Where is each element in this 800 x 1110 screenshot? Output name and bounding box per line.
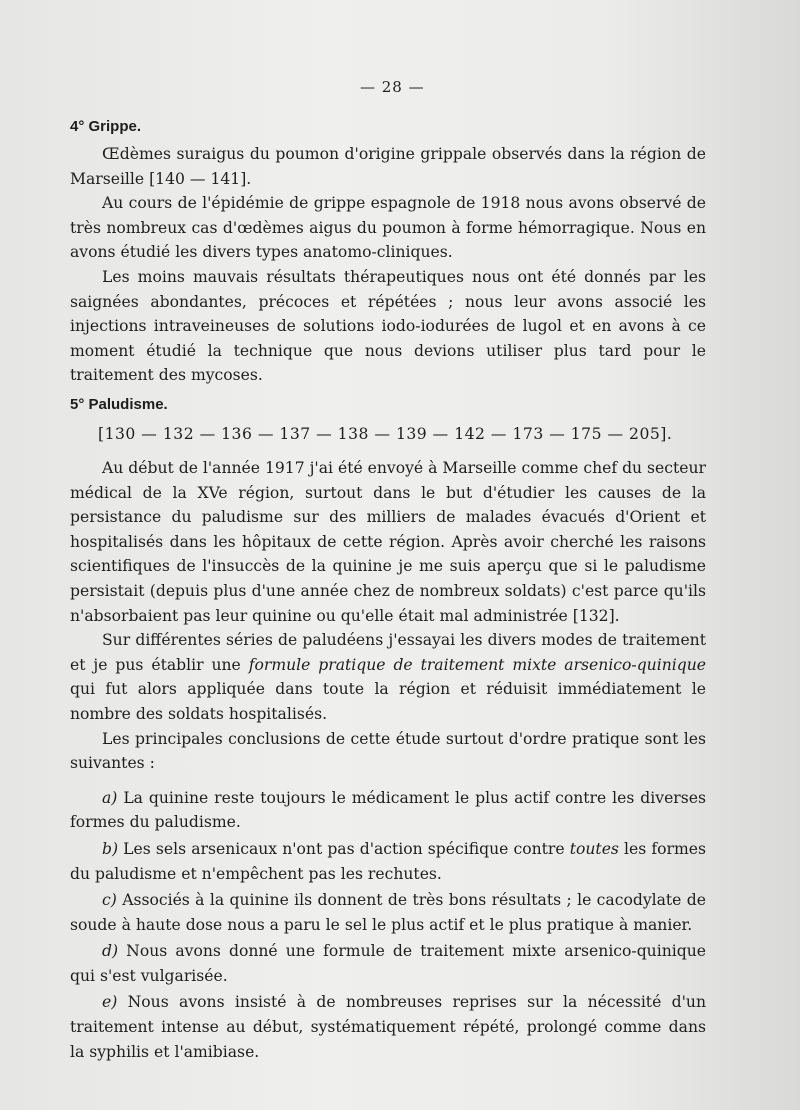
list-item: c) Associés à la quinine ils donnent de très bons résultats ; le cacodylate de soude à haute dose nous a paru le sel le plus actif et le plus pratique à manier.	[70, 891, 706, 934]
list-item: a) La quinine reste toujours le médicament le plus actif contre les diverses formes du paludisme.	[70, 788, 706, 832]
paragraph: Au début de l'année 1917 j'ai été envoyé à Marseille comme chef du secteur médical de la XVe région, surtout dans le but d'étudier les causes de la persistance du paludisme sur des milliers de malades évacués d'Orient et hospitalisés dans les hôpitaux de cette région. Après avoir cherché les raisons scientifiques de l'insuccès de la quinine je me suis aperçu que si le paludisme persistait (depuis plus d'une année chez de nombreux soldats) c'est parce qu'ils n'absorbaient pas leur quinine ou qu'elle était mal administrée [132].	[70, 459, 707, 625]
emphasis: formule pratique de traitement mixte arsenico-quinique	[248, 655, 706, 674]
paragraph: Les principales conclusions de cette étude surtout d'ordre pratique sont les suivantes :	[70, 729, 706, 773]
list-item: b) Les sels arsenicaux n'ont pas d'action spécifique contre toutes les formes du paludisme et n'empêchent pas les rechutes.	[70, 839, 707, 883]
section-heading-grippe: 4° Grippe.	[70, 118, 142, 135]
section-heading-paludisme: 5° Paludisme.	[70, 396, 168, 413]
paludisme-body	[70, 456, 706, 1066]
paragraph: Sur différentes séries de paludéens j'essayai les divers modes de traitement et je pus établir une formule pratique de traitement mixte arsenico-quinique qui fut alors appliquée dans toute la région et réduisit immédiatement le nombre des soldats hospitalisés.	[70, 631, 706, 723]
paragraph: Au cours de l'épidémie de grippe espagnole de 1918 nous avons observé de très nombreux cas d'œdèmes aigus du poumon à forme hémorragique. Nous en avons étudié les divers types anatomo-cliniques.	[70, 194, 706, 262]
list-item: d) Nous avons donné une formule de traitement mixte arsenico-quinique qui s'est vulgarisée.	[70, 942, 706, 985]
reference-list: [130 — 132 — 136 — 137 — 138 — 139 — 142 — 173 — 175 — 205].	[98, 425, 673, 443]
paragraph: Les moins mauvais résultats thérapeutiques nous ont été donnés par les saignées abondantes, précoces et répétées ; nous leur avons associé les injections intraveineuses de solutions iodo-iodurées de lugol et en avons à ce moment étudié la technique que nous devions utiliser plus tard pour le traitement des mycoses.	[70, 267, 706, 385]
paragraph: Œdèmes suraigus du poumon d'origine grippale observés dans la région de Marseille [140 — 141].	[70, 145, 706, 188]
conclusions-list	[70, 786, 706, 1065]
list-item: e) Nous avons insisté à de nombreuses reprises sur la nécessité d'un traitement intense au début, systématiquement répété, prolongé comme dans la syphilis et l'amibiase.	[70, 993, 706, 1061]
emphasis: toutes	[569, 839, 619, 858]
page-number: — 28 —	[360, 78, 425, 96]
grippe-body	[70, 142, 706, 388]
